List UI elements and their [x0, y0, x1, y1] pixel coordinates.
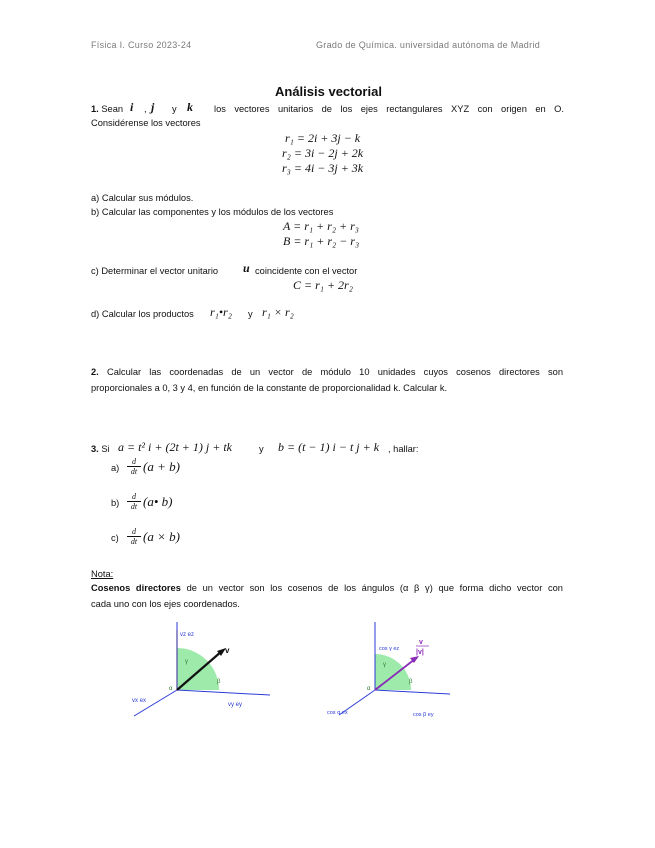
unit-vector-u: u	[243, 261, 250, 275]
dot-product: r₁•r₂	[210, 305, 232, 319]
cross-product: r₁ × r₂	[262, 305, 294, 319]
derivative-c-den: dt	[130, 537, 138, 546]
label-gamma-right: γ	[383, 662, 386, 668]
item-b-expr: (a• b)	[143, 494, 173, 509]
y-axis	[177, 690, 270, 695]
equation-a: a = t² i + (2t + 1) j + tk	[118, 440, 232, 454]
page-title: Análisis vectorial	[275, 84, 382, 99]
problem-3-y: y	[259, 444, 264, 454]
problem-3-intro	[91, 443, 110, 456]
problem-3-si: Si	[101, 444, 110, 454]
derivative-c-num: d	[127, 527, 141, 537]
problem-1-number: 1.	[91, 104, 99, 114]
equation-B: B = r₁ + r₂ − r₃	[283, 234, 360, 248]
label-v-num: v	[419, 639, 423, 646]
equation-A: A = r₁ + r₂ + r₃	[283, 219, 359, 233]
angle-arc-right	[375, 654, 411, 690]
label-v: v	[225, 646, 230, 655]
derivative-b-den: dt	[130, 502, 138, 511]
problem-1-sean: Sean	[101, 104, 124, 114]
item-c-expr: (a × b)	[143, 529, 180, 544]
label-vx: vx ex	[132, 698, 147, 704]
problem-3-hallar: , hallar:	[388, 444, 419, 454]
problem-3-number: 3.	[91, 444, 99, 454]
problem-1-intro	[91, 103, 123, 116]
label-beta-left: β	[217, 679, 221, 685]
label-cos-gamma: cos γ ez	[379, 646, 400, 652]
label-alpha-right: α	[367, 686, 371, 692]
equation-b: b = (t − 1) i − t j + k	[278, 440, 380, 454]
derivative-a-num: d	[127, 457, 141, 467]
equation-r1: r₁ = 2i + 3j − k	[285, 131, 361, 145]
equation-r2: r₂ = 3i − 2j + 2k	[282, 146, 364, 160]
item-c-label: c)	[111, 533, 119, 543]
label-gamma-left: γ	[185, 659, 188, 665]
problem-2-text1: Calcular las coordenadas de un vector de módulo 10 unidades cuyos cosenos directores son	[106, 367, 564, 377]
item-b-label: b)	[111, 498, 120, 508]
unit-sep-comma: ,	[144, 104, 147, 114]
problem-2-line2: proporcionales a 0, 3 y 4, en función de la constante de proporcionalidad k. Calcular k.	[91, 383, 448, 393]
problem-2-number: 2.	[91, 367, 99, 377]
equation-C: C = r₁ + 2r₂	[293, 278, 353, 292]
nota-line1	[91, 582, 563, 595]
problem-1c-post: coincidente con el vector	[255, 266, 358, 276]
derivative-a	[127, 457, 141, 476]
problem-1a: a) Calcular sus módulos.	[91, 193, 194, 203]
figure-direction-cosines-right	[325, 620, 465, 725]
unit-vector-k: k	[187, 100, 193, 114]
derivative-c	[127, 527, 141, 546]
header-left: Física I. Curso 2023-24	[91, 40, 192, 50]
nota-bold: Cosenos directores	[91, 583, 181, 593]
nota-text1: de un vector son los cosenos de los ángulos (α β γ) que forma dicho vector con	[186, 583, 563, 593]
nota-heading: Nota:	[91, 569, 114, 579]
equation-r3: r₃ = 4i − 3j + 3k	[282, 161, 364, 175]
problem-1d-pre: d) Calcular los productos	[91, 309, 194, 319]
derivative-a-den: dt	[130, 467, 138, 476]
problem-1b: b) Calcular las componentes y los módulos de los vectores	[91, 207, 334, 217]
unit-sep-y: y	[172, 104, 177, 114]
derivative-b	[127, 492, 141, 511]
problem-1-consider: Considérense los vectores	[91, 118, 201, 128]
header-right: Grado de Química. universidad autónoma de Madrid	[316, 40, 541, 50]
label-cos-beta: cos β ey	[413, 712, 434, 718]
label-beta-right: β	[409, 679, 413, 685]
figure-direction-cosines-left	[120, 620, 280, 725]
problem-1c-pre: c) Determinar el vector unitario	[91, 266, 219, 276]
label-alpha-left: α	[169, 686, 173, 692]
item-a-label: a)	[111, 463, 120, 473]
unit-vector-i: i	[130, 100, 134, 114]
label-vy: vy ey	[228, 702, 243, 708]
label-vz: vz ez	[180, 632, 195, 638]
label-v-den: |v|	[416, 649, 424, 656]
label-cos-alpha: cos α ex	[327, 710, 348, 716]
problem-2-line1	[91, 366, 563, 379]
derivative-b-num: d	[127, 492, 141, 502]
y-axis	[375, 690, 450, 694]
problem-1d-y: y	[248, 309, 253, 319]
unit-vector-j: j	[151, 100, 155, 114]
problem-1-intro-rest: los vectores unitarios de los ejes rectangulares XYZ con origen en O.	[214, 104, 564, 114]
item-a-expr: (a + b)	[143, 459, 180, 474]
nota-line2: cada uno con los ejes coordenados.	[91, 599, 240, 609]
